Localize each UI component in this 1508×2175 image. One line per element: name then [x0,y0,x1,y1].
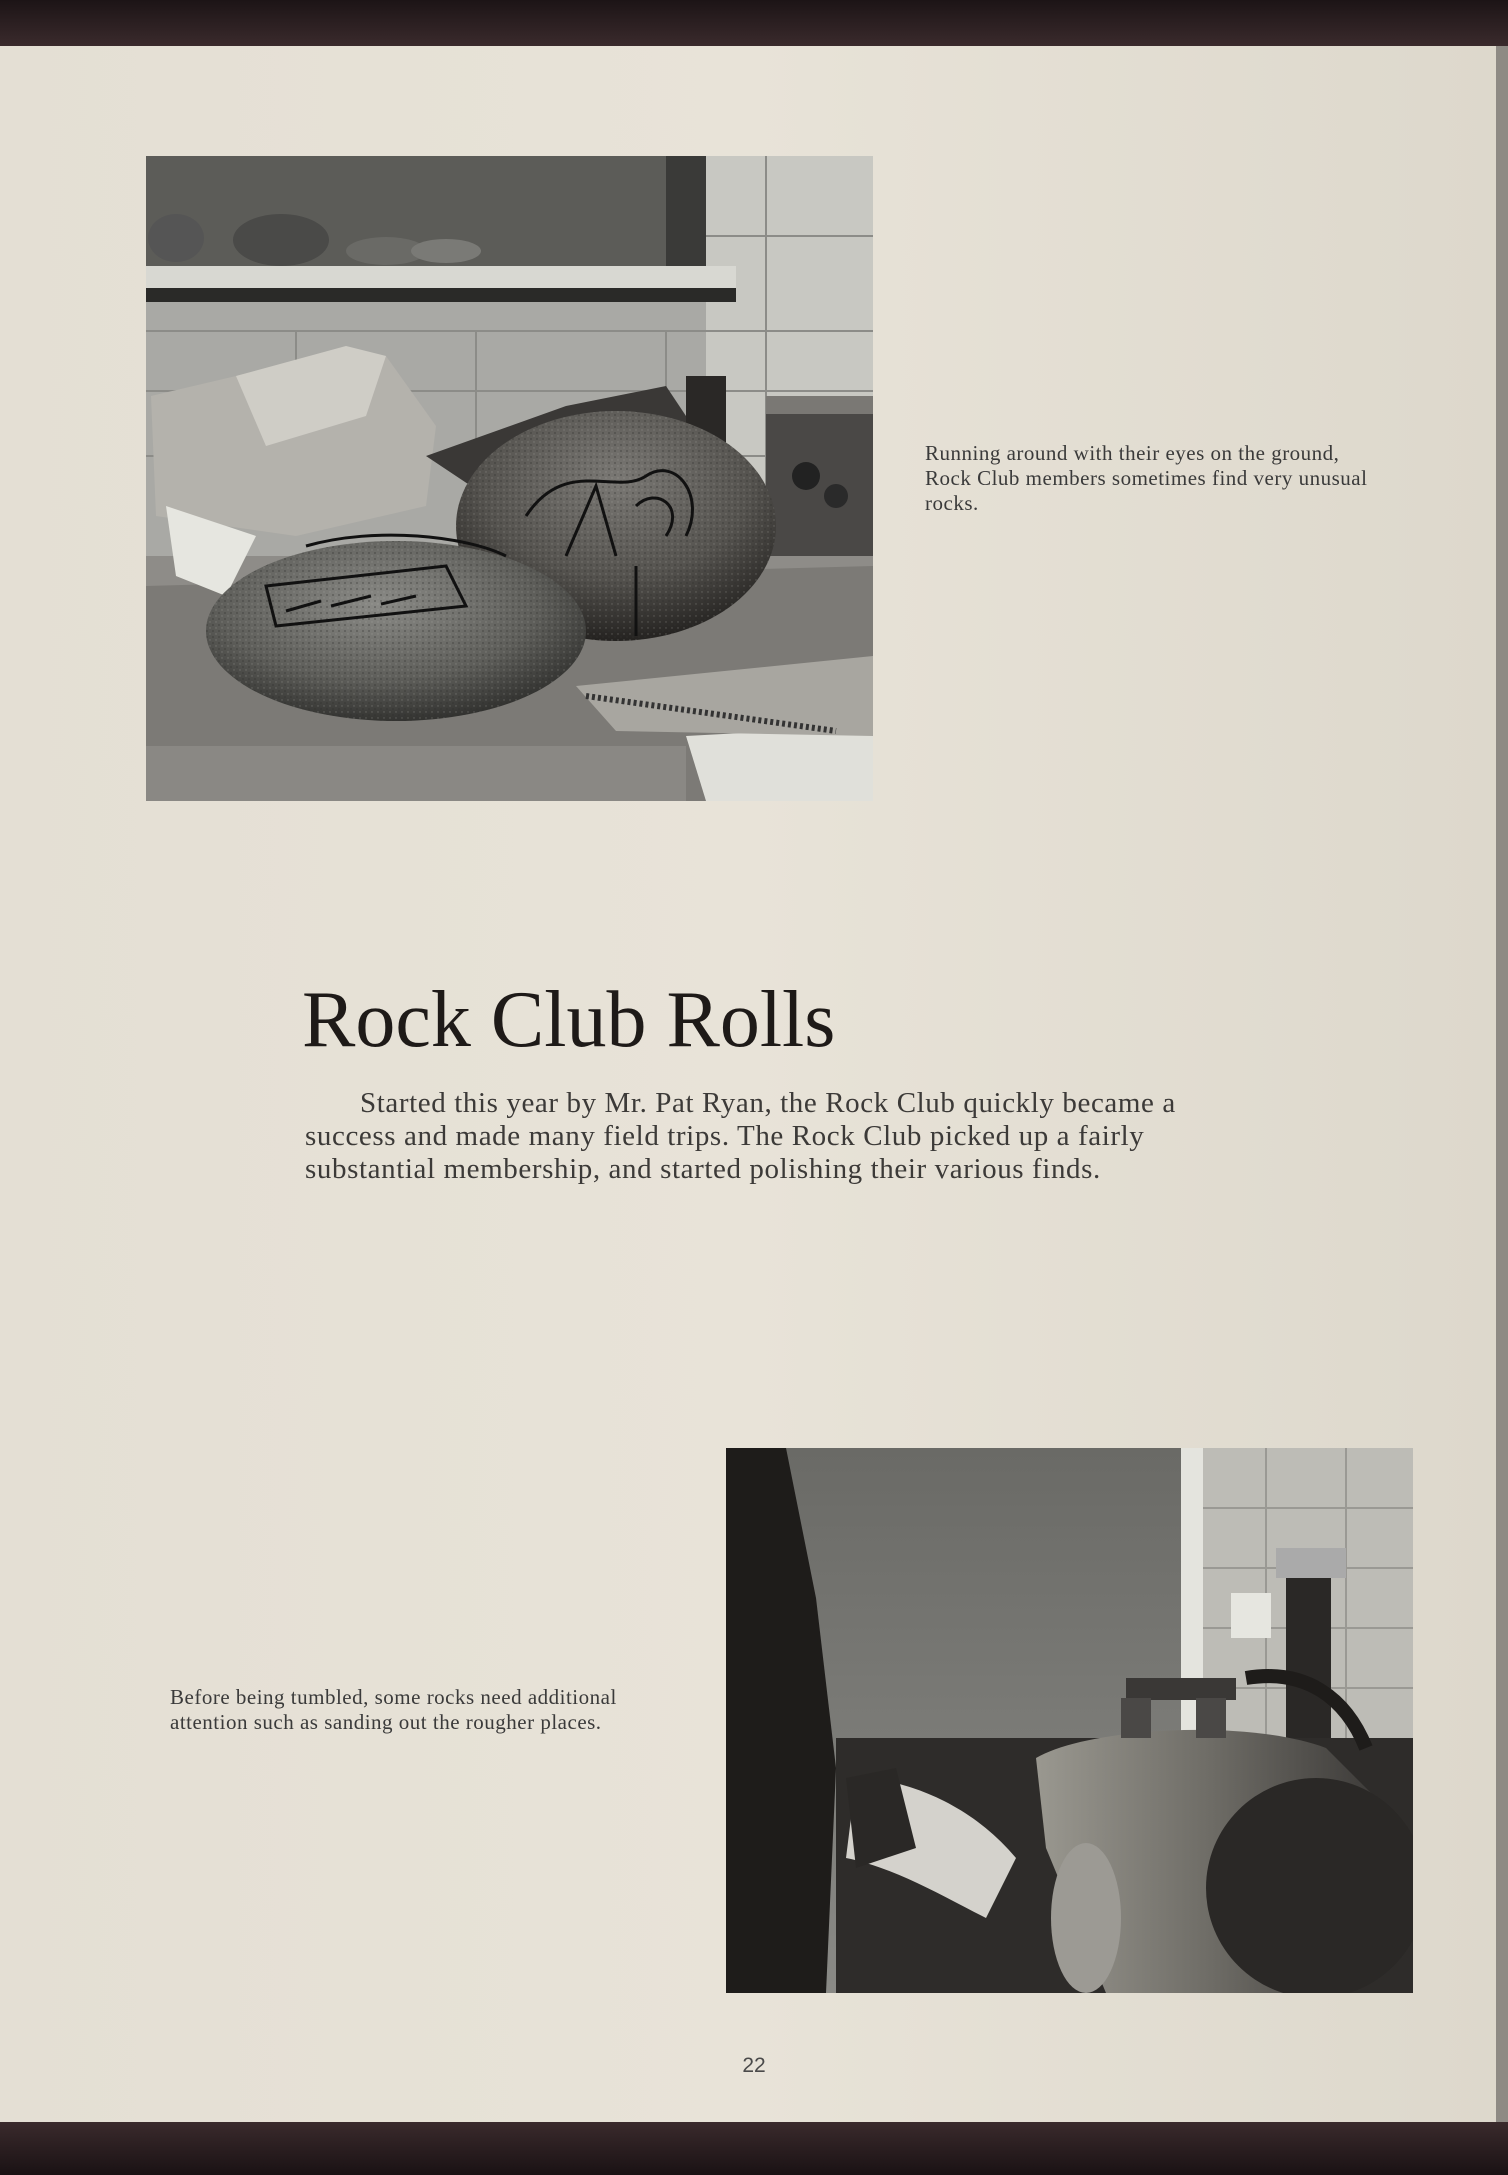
article-body-text: Started this year by Mr. Pat Ryan, the Rock Club quickly became a success and made many field trips. The Rock Club picked up a fairly substantial membership, and started polishing their various finds. [305,1087,1176,1185]
rock-club-rocks-photo [146,156,873,801]
article-title: Rock Club Rolls [302,976,836,1064]
bottom-photo-caption: Before being tumbled, some rocks need additional attention such as sanding out the rougher places. [170,1685,617,1734]
page-edge [1496,46,1508,2122]
scan-bottom-border [0,2122,1508,2175]
top-photo-caption: Running around with their eyes on the ground, Rock Club members sometimes find very unusual rocks. [925,441,1368,515]
rock-sanding-photo [726,1448,1413,1993]
article-body [305,1087,1245,1186]
page-number: 22 [742,2054,766,2077]
scan-top-border [0,0,1508,46]
